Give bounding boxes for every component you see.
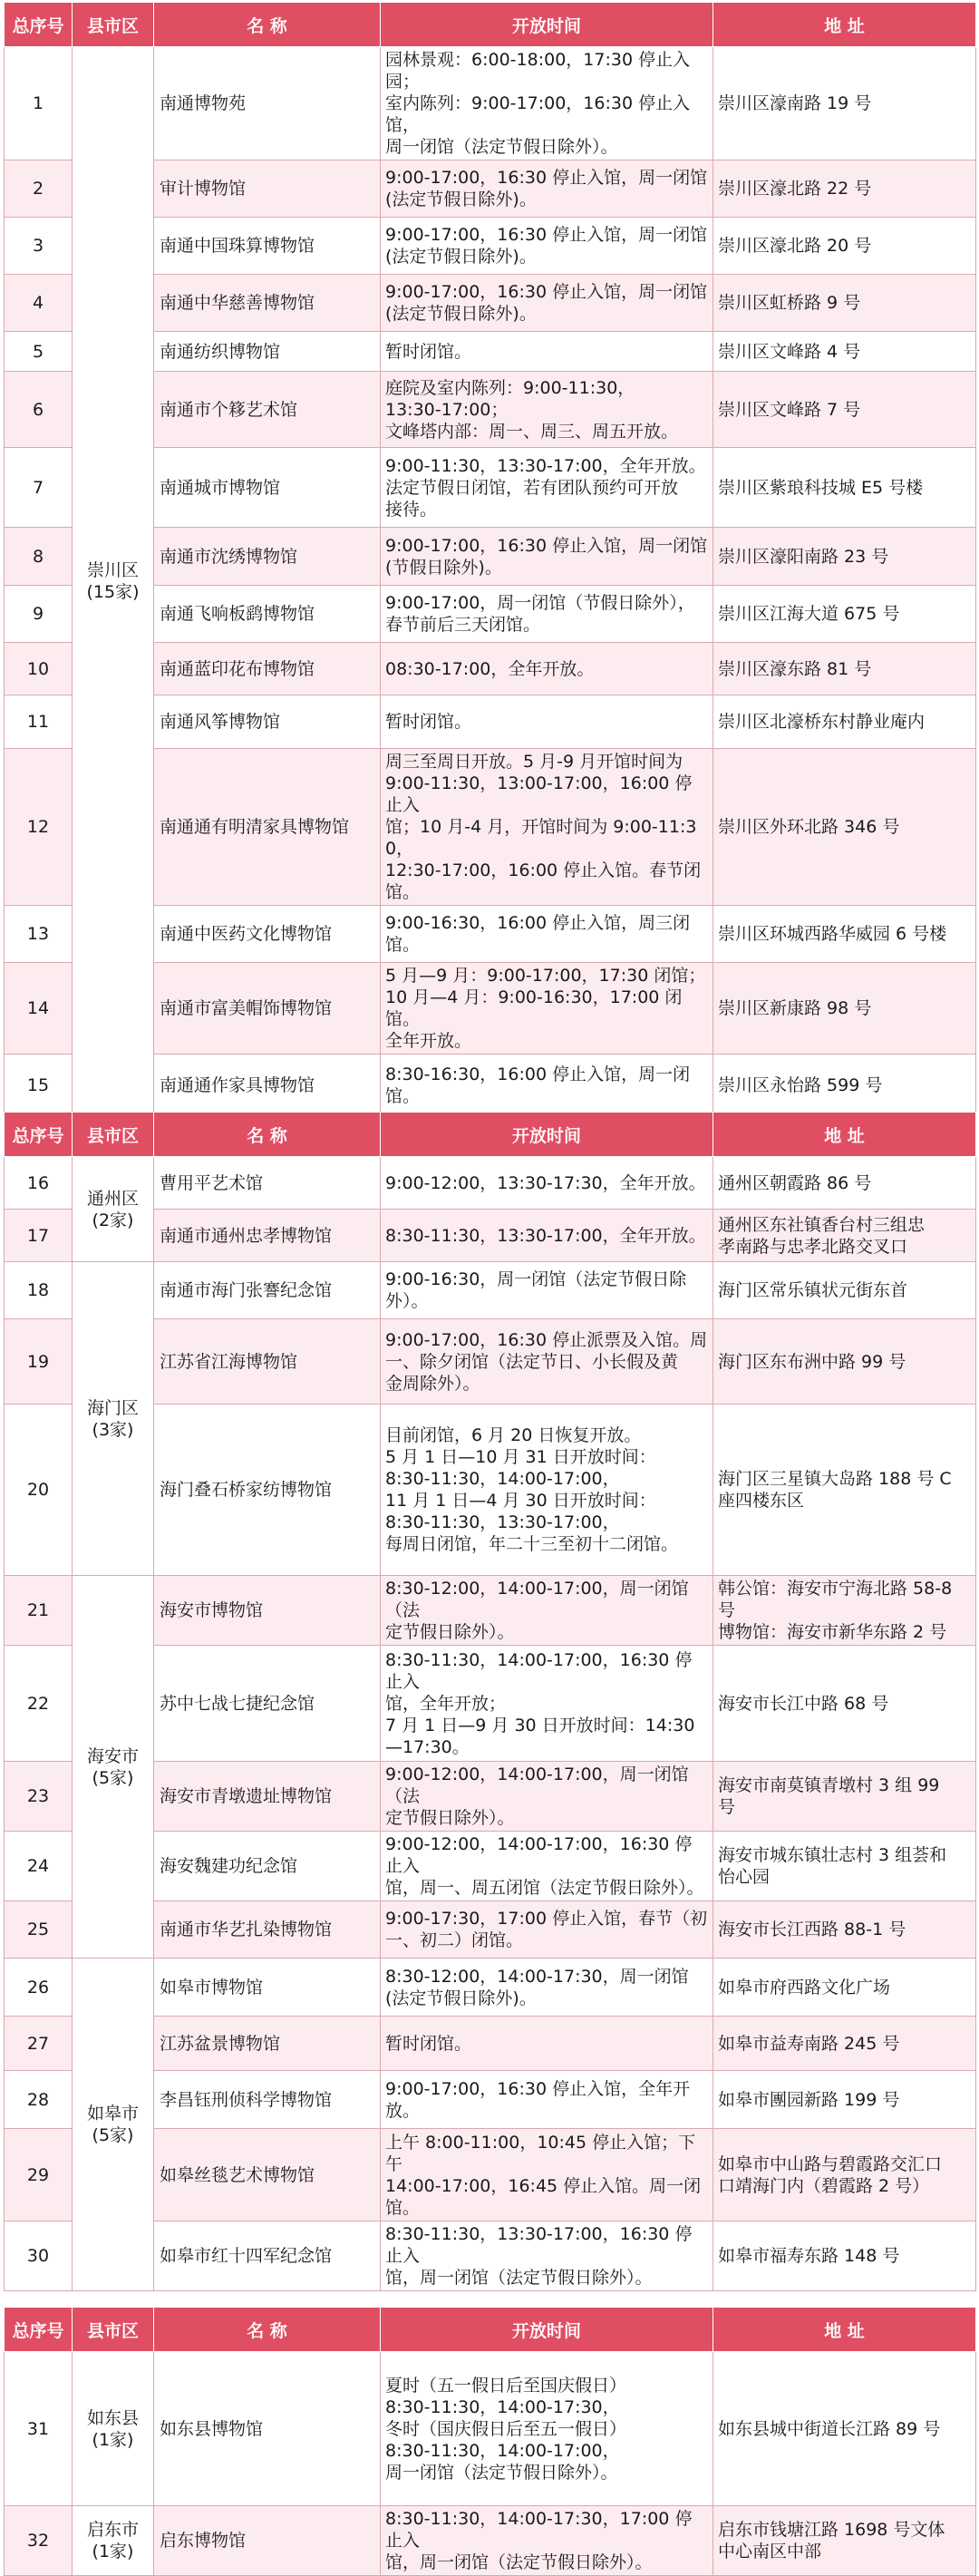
opening-hours: 9:00-11:30，13:30-17:00，全年开放。 法定节假日闭馆，若有团队预约可开放 接待。 [381,448,713,528]
header-row [5,2308,976,2352]
museum-address: 海安市城东镇壮志村 3 组荟和 怡心园 [713,1832,976,1901]
row-number: 29 [5,2129,73,2221]
column-header: 总序号 [5,2308,73,2352]
museum-address: 崇川区江海大道 675 号 [713,586,976,643]
museum-address: 崇川区文峰路 7 号 [713,372,976,448]
column-header: 名 称 [154,2308,381,2352]
opening-hours: 9:00-17:00，16:30 停止入馆，周一闭馆 (法定节假日除外)。 [381,275,713,332]
museum-address: 崇川区濠南路 19 号 [713,47,976,160]
district-cell: 启东市 (1家) [73,2506,154,2576]
museum-address: 如皋市福寿东路 148 号 [713,2221,976,2291]
museum-address: 如皋市府西路文化广场 [713,1959,976,2017]
museum-table-2 [4,1112,976,2291]
museum-name: 李昌钰刑侦科学博物馆 [154,2071,381,2129]
opening-hours: 8:30-12:00，14:00-17:00，周一闭馆（法 定节假日除外）。 [381,1576,713,1646]
row-number: 10 [5,643,73,695]
row-number: 15 [5,1055,73,1116]
row-number: 28 [5,2071,73,2129]
museum-name: 海安魏建功纪念馆 [154,1832,381,1901]
museum-address: 启东市钱塘江路 1698 号文体 中心南区中部 [713,2506,976,2576]
museum-address: 通州区朝霞路 86 号 [713,1157,976,1210]
row-number: 12 [5,749,73,906]
table-row [5,2352,976,2506]
museum-name: 南通博物苑 [154,47,381,160]
column-header: 地 址 [713,1113,976,1157]
row-number: 4 [5,275,73,332]
museum-address: 崇川区外环北路 346 号 [713,749,976,906]
row-number: 7 [5,448,73,528]
row-number: 14 [5,963,73,1055]
museum-address: 崇川区北濠桥东村静业庵内 [713,695,976,749]
museum-address: 崇川区虹桥路 9 号 [713,275,976,332]
column-header: 开放时间 [381,1113,713,1157]
museum-name: 如皋市博物馆 [154,1959,381,2017]
row-number: 25 [5,1901,73,1959]
district-cell: 海门区 (3家) [73,1262,154,1576]
column-header: 总序号 [5,3,73,47]
opening-hours: 夏时（五一假日后至国庆假日） 8:30-11:30，14:00-17:30， 冬时（国庆假日后至五一假日） 8:30-11:30，14:00-17:00， 周一闭馆（法定节假日除外）。 [381,2352,713,2506]
museum-name: 海安市博物馆 [154,1576,381,1646]
opening-hours: 9:00-12:00，13:30-17:30，全年开放。 [381,1157,713,1210]
museum-address: 崇川区新康路 98 号 [713,963,976,1055]
row-number: 17 [5,1210,73,1262]
museum-name: 南通飞响板鹞博物馆 [154,586,381,643]
museum-name: 南通中华慈善博物馆 [154,275,381,332]
row-number: 2 [5,160,73,218]
opening-hours: 8:30-12:00，14:00-17:30，周一闭馆 (法定节假日除外)。 [381,1959,713,2017]
museum-name: 如东县博物馆 [154,2352,381,2506]
row-number: 3 [5,218,73,275]
museum-table-3 [4,2307,976,2576]
opening-hours: 9:00-17:00，16:30 停止派票及入馆。周 一、除夕闭馆（法定节日、小长假及黄 金周除外）。 [381,1319,713,1405]
table-row [5,1262,976,1319]
row-number: 26 [5,1959,73,2017]
row-number: 22 [5,1646,73,1762]
table-row [5,47,976,160]
row-number: 32 [5,2506,73,2576]
museum-name: 南通通作家具博物馆 [154,1055,381,1116]
opening-hours: 9:00-16:30，周一闭馆（法定节假日除 外）。 [381,1262,713,1319]
opening-hours: 9:00-17:00，16:30 停止入馆，周一闭馆 (法定节假日除外)。 [381,218,713,275]
museum-address: 如皋市益寿南路 245 号 [713,2017,976,2071]
museum-address: 崇川区濠东路 81 号 [713,643,976,695]
museum-name: 南通市个簃艺术馆 [154,372,381,448]
row-number: 5 [5,332,73,372]
museum-name: 苏中七战七捷纪念馆 [154,1646,381,1762]
museum-name: 南通中医药文化博物馆 [154,906,381,963]
row-number: 27 [5,2017,73,2071]
opening-hours: 9:00-17:30，17:00 停止入馆，春节（初 一、初二）闭馆。 [381,1901,713,1959]
district-cell: 如皋市 (5家) [73,1959,154,2291]
opening-hours: 08:30-17:00，全年开放。 [381,643,713,695]
museum-name: 江苏省江海博物馆 [154,1319,381,1405]
museum-name: 南通市沈绣博物馆 [154,528,381,586]
opening-hours: 9:00-17:00，周一闭馆（节假日除外）， 春节前后三天闭馆。 [381,586,713,643]
row-number: 21 [5,1576,73,1646]
museum-address: 崇川区濠北路 20 号 [713,218,976,275]
opening-hours: 周三至周日开放。5 月-9 月开馆时间为 9:00-11:30，13:00-17:00，16:00 停止入 馆；10 月-4 月，开馆时间为 9:00-11:30， 12:30-17:00，16:00 停止入馆。春节闭 馆。 [381,749,713,906]
column-header: 地 址 [713,3,976,47]
museum-address: 通州区东社镇香台村三组忠 孝南路与忠孝北路交叉口 [713,1210,976,1262]
row-number: 23 [5,1762,73,1832]
museum-name: 江苏盆景博物馆 [154,2017,381,2071]
opening-hours: 暂时闭馆。 [381,332,713,372]
museum-name: 启东博物馆 [154,2506,381,2576]
museum-address: 海门区东布洲中路 99 号 [713,1319,976,1405]
district-cell: 海安市 (5家) [73,1576,154,1959]
museum-name: 海门叠石桥家纺博物馆 [154,1405,381,1576]
museum-name: 南通纺织博物馆 [154,332,381,372]
column-header: 县市区 [73,1113,154,1157]
museum-name: 南通中国珠算博物馆 [154,218,381,275]
museum-name: 南通市通州忠孝博物馆 [154,1210,381,1262]
opening-hours: 暂时闭馆。 [381,2017,713,2071]
table-row [5,1959,976,2017]
table-row [5,1576,976,1646]
museum-address: 海门区常乐镇状元街东首 [713,1262,976,1319]
museum-name: 南通城市博物馆 [154,448,381,528]
column-header: 开放时间 [381,2308,713,2352]
museum-name: 南通市富美帽饰博物馆 [154,963,381,1055]
museum-address: 崇川区文峰路 4 号 [713,332,976,372]
museum-name: 南通蓝印花布博物馆 [154,643,381,695]
table-row [5,2506,976,2576]
column-header: 县市区 [73,2308,154,2352]
museum-name: 审计博物馆 [154,160,381,218]
district-cell: 如东县 (1家) [73,2352,154,2506]
row-number: 30 [5,2221,73,2291]
museum-address: 崇川区紫琅科技城 E5 号楼 [713,448,976,528]
district-cell: 崇川区 (15家) [73,47,154,1116]
museum-address: 韩公馆：海安市宁海北路 58-8 号 博物馆：海安市新华东路 2 号 [713,1576,976,1646]
header-row [5,3,976,47]
museum-address: 海安市南莫镇青墩村 3 组 99 号 [713,1762,976,1832]
opening-hours: 9:00-12:00，14:00-17:00，周一闭馆（法 定节假日除外）。 [381,1762,713,1832]
opening-hours: 8:30-16:30，16:00 停止入馆，周一闭馆。 [381,1055,713,1116]
museum-name: 如皋市红十四军纪念馆 [154,2221,381,2291]
museum-address: 如皋市團园新路 199 号 [713,2071,976,2129]
opening-hours: 9:00-17:00，16:30 停止入馆，全年开放。 [381,2071,713,2129]
opening-hours: 5 月—9 月：9:00-17:00，17:30 闭馆； 10 月—4 月：9:00-16:30，17:00 闭馆。 全年开放。 [381,963,713,1055]
opening-hours: 目前闭馆，6 月 20 日恢复开放。 5 月 1 日—10 月 31 日开放时间： 8:30-11:30，14:00-17:00， 11 月 1 日—4 月 30 日开放时间： 8:30-11:30，13:30-17:00， 每周日闭馆，年二十三至初十二闭馆。 [381,1405,713,1576]
column-header: 总序号 [5,1113,73,1157]
opening-hours: 园林景观：6:00-18:00，17:30 停止入园； 室内陈列：9:00-17:00，16:30 停止入馆， 周一闭馆（法定节假日除外）。 [381,47,713,160]
row-number: 1 [5,47,73,160]
opening-hours: 8:30-11:30，14:00-17:30，17:00 停止入 馆，周一闭馆（法定节假日除外）。 [381,2506,713,2576]
opening-hours: 8:30-11:30，14:00-17:00，16:30 停止入 馆，全年开放； 7 月 1 日—9 月 30 日开放时间：14:30 —17:30。 [381,1646,713,1762]
museum-address: 海安市长江西路 88-1 号 [713,1901,976,1959]
opening-hours: 9:00-12:00，14:00-17:00，16:30 停止入 馆，周一、周五闭馆（法定节假日除外）。 [381,1832,713,1901]
row-number: 18 [5,1262,73,1319]
museum-address: 崇川区濠阳南路 23 号 [713,528,976,586]
opening-hours: 暂时闭馆。 [381,695,713,749]
museum-name: 南通市华艺扎染博物馆 [154,1901,381,1959]
museum-address: 海安市长江中路 68 号 [713,1646,976,1762]
row-number: 8 [5,528,73,586]
museum-name: 南通市海门张謇纪念馆 [154,1262,381,1319]
opening-hours: 庭院及室内陈列：9:00-11:30， 13:30-17:00； 文峰塔内部：周一、周三、周五开放。 [381,372,713,448]
opening-hours: 8:30-11:30，13:30-17:00，16:30 停止入 馆，周一闭馆（法定节假日除外）。 [381,2221,713,2291]
row-number: 16 [5,1157,73,1210]
column-header: 县市区 [73,3,154,47]
opening-hours: 8:30-11:30，13:30-17:00，全年开放。 [381,1210,713,1262]
column-header: 开放时间 [381,3,713,47]
row-number: 6 [5,372,73,448]
museum-address: 崇川区环城西路华威园 6 号楼 [713,906,976,963]
museum-address: 崇川区永怡路 599 号 [713,1055,976,1116]
museum-name: 南通通有明清家具博物馆 [154,749,381,906]
opening-hours: 9:00-17:00，16:30 停止入馆，周一闭馆 (节假日除外)。 [381,528,713,586]
opening-hours: 9:00-17:00，16:30 停止入馆，周一闭馆 (法定节假日除外)。 [381,160,713,218]
column-header: 地 址 [713,2308,976,2352]
row-number: 11 [5,695,73,749]
row-number: 20 [5,1405,73,1576]
museum-address: 如东县城中街道长江路 89 号 [713,2352,976,2506]
row-number: 24 [5,1832,73,1901]
row-number: 19 [5,1319,73,1405]
header-row [5,1113,976,1157]
museum-name: 曹用平艺术馆 [154,1157,381,1210]
row-number: 9 [5,586,73,643]
museum-name: 如皋丝毯艺术博物馆 [154,2129,381,2221]
museum-address: 海门区三星镇大岛路 188 号 C 座四楼东区 [713,1405,976,1576]
museum-name: 南通风筝博物馆 [154,695,381,749]
column-header: 名 称 [154,1113,381,1157]
row-number: 31 [5,2352,73,2506]
column-header: 名 称 [154,3,381,47]
district-cell: 通州区 (2家) [73,1157,154,1262]
museum-address: 如皋市中山路与碧霞路交汇口 口靖海门内（碧霞路 2 号） [713,2129,976,2221]
opening-hours: 上午 8:00-11:00，10:45 停止入馆；下午 14:00-17:00，16:45 停止入馆。周一闭 馆。 [381,2129,713,2221]
table-row [5,1157,976,1210]
row-number: 13 [5,906,73,963]
opening-hours: 9:00-16:30，16:00 停止入馆，周三闭馆。 [381,906,713,963]
museum-address: 崇川区濠北路 22 号 [713,160,976,218]
museum-table-1 [4,2,976,1116]
museum-name: 海安市青墩遗址博物馆 [154,1762,381,1832]
